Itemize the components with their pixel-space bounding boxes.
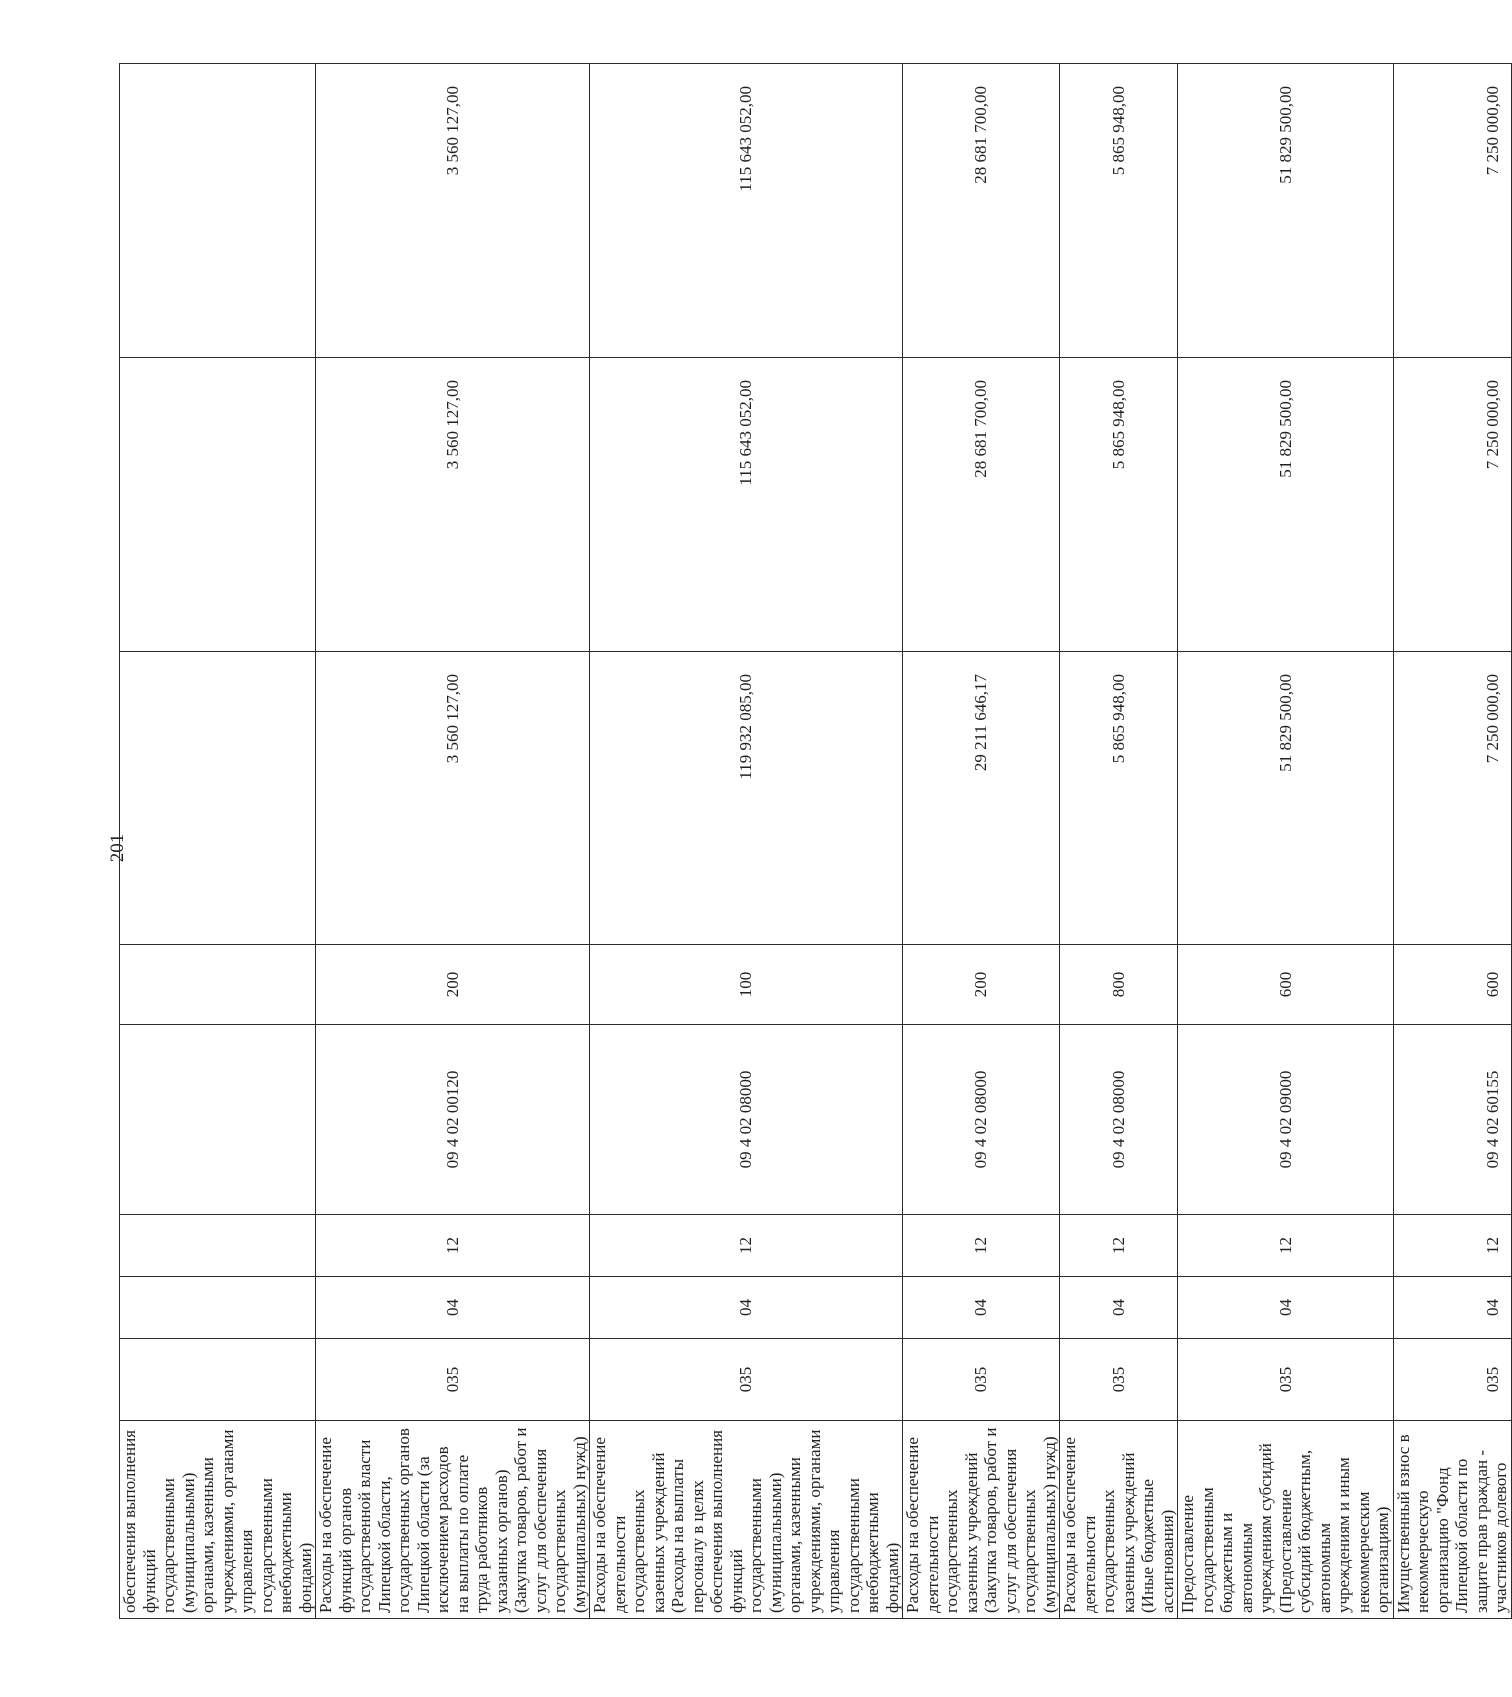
amount-year-3 bbox=[120, 64, 316, 358]
administrator-code: 035 bbox=[590, 1339, 903, 1421]
section-code: 04 bbox=[903, 1277, 1060, 1339]
administrator-code: 035 bbox=[903, 1339, 1060, 1421]
administrator-code bbox=[120, 1339, 316, 1421]
expense-type-code: 100 bbox=[590, 945, 903, 1025]
amount-year-2: 51 829 500,00 bbox=[1178, 358, 1394, 652]
amount-year-3: 115 643 052,00 bbox=[590, 64, 903, 358]
section-code bbox=[120, 1277, 316, 1339]
expense-type-code: 600 bbox=[1393, 945, 1511, 1025]
table-row bbox=[590, 64, 903, 1619]
amount-year-1: 29 211 646,17 bbox=[903, 652, 1060, 945]
section-code: 04 bbox=[316, 1277, 590, 1339]
amount-year-3: 51 829 500,00 bbox=[1178, 64, 1394, 358]
table-row bbox=[903, 64, 1060, 1619]
table-row bbox=[1060, 64, 1178, 1619]
expense-type-code: 800 bbox=[1060, 945, 1178, 1025]
amount-year-2: 5 865 948,00 bbox=[1060, 358, 1178, 652]
subsection-code: 12 bbox=[590, 1215, 903, 1277]
page-number: 201 bbox=[107, 833, 128, 863]
row-description: Расходы на обеспечение деятельности государственных казенных учреждений (Иные бюджетные ассигнования) bbox=[1060, 1421, 1178, 1619]
amount-year-1: 51 829 500,00 bbox=[1178, 652, 1394, 945]
expense-type-code: 200 bbox=[316, 945, 590, 1025]
amount-year-3: 7 250 000,00 bbox=[1393, 64, 1511, 358]
amount-year-3: 28 681 700,00 bbox=[903, 64, 1060, 358]
amount-year-3: 5 865 948,00 bbox=[1060, 64, 1178, 358]
row-description: Расходы на обеспечение функций органов государственной власти Липецкой области, государственных органов Липецкой области (за исключением расходов на выплаты по оплате труда работников указанных органов) (Закупка товаров, работ и услуг для обеспечения государственных (муниципальных) нужд) bbox=[316, 1421, 590, 1619]
subsection-code: 12 bbox=[1178, 1215, 1394, 1277]
subsection-code: 12 bbox=[1060, 1215, 1178, 1277]
subsection-code: 12 bbox=[903, 1215, 1060, 1277]
row-description: Имущественный взнос в некоммерческую организацию "Фонд Липецкой области по защите прав граждан - участников долевого bbox=[1393, 1421, 1511, 1619]
administrator-code: 035 bbox=[1393, 1339, 1511, 1421]
amount-year-1: 5 865 948,00 bbox=[1060, 652, 1178, 945]
section-code: 04 bbox=[1393, 1277, 1511, 1339]
table-row bbox=[1178, 64, 1394, 1619]
amount-year-2: 7 250 000,00 bbox=[1393, 358, 1511, 652]
section-code: 04 bbox=[1178, 1277, 1394, 1339]
target-article-code: 09 4 02 08000 bbox=[903, 1025, 1060, 1215]
amount-year-1: 7 250 000,00 bbox=[1393, 652, 1511, 945]
amount-year-3: 3 560 127,00 bbox=[316, 64, 590, 358]
row-description: Расходы на обеспечение деятельности государственных казенных учреждений (Расходы на выплаты персоналу в целях обеспечения выполнения функций государственными (муниципальными) органами, казенными учреждениями, органами управления государственными внебюджетными фондами) bbox=[590, 1421, 903, 1619]
amount-year-2: 28 681 700,00 bbox=[903, 358, 1060, 652]
amount-year-1 bbox=[120, 652, 316, 945]
section-code: 04 bbox=[1060, 1277, 1178, 1339]
table-row bbox=[1393, 64, 1511, 1619]
administrator-code: 035 bbox=[1178, 1339, 1394, 1421]
target-article-code: 09 4 02 60155 bbox=[1393, 1025, 1511, 1215]
target-article-code: 09 4 02 00120 bbox=[316, 1025, 590, 1215]
row-description: Предоставление государственным бюджетным и автономным учреждениям субсидий (Предоставление субсидий бюджетным, автономным учреждениям и иным некоммерческим организациям) bbox=[1178, 1421, 1394, 1619]
rotated-table-container bbox=[119, 64, 1510, 1619]
row-description: обеспечения выполнения функций государственными (муниципальными) органами, казенными учреждениями, органами управления государственными внебюджетными фондами) bbox=[120, 1421, 316, 1619]
administrator-code: 035 bbox=[316, 1339, 590, 1421]
table-row bbox=[120, 64, 316, 1619]
target-article-code: 09 4 02 08000 bbox=[590, 1025, 903, 1215]
subsection-code: 12 bbox=[316, 1215, 590, 1277]
amount-year-2: 3 560 127,00 bbox=[316, 358, 590, 652]
amount-year-2 bbox=[120, 358, 316, 652]
target-article-code: 09 4 02 09000 bbox=[1178, 1025, 1394, 1215]
section-code: 04 bbox=[590, 1277, 903, 1339]
amount-year-1: 3 560 127,00 bbox=[316, 652, 590, 945]
subsection-code bbox=[120, 1215, 316, 1277]
administrator-code: 035 bbox=[1060, 1339, 1178, 1421]
amount-year-2: 115 643 052,00 bbox=[590, 358, 903, 652]
budget-table bbox=[119, 63, 1512, 1619]
target-article-code bbox=[120, 1025, 316, 1215]
amount-year-1: 119 932 085,00 bbox=[590, 652, 903, 945]
expense-type-code: 600 bbox=[1178, 945, 1394, 1025]
expense-type-code bbox=[120, 945, 316, 1025]
subsection-code: 12 bbox=[1393, 1215, 1511, 1277]
target-article-code: 09 4 02 08000 bbox=[1060, 1025, 1178, 1215]
table-row bbox=[316, 64, 590, 1619]
expense-type-code: 200 bbox=[903, 945, 1060, 1025]
row-description: Расходы на обеспечение деятельности государственных казенных учреждений (Закупка товаров, работ и услуг для обеспечения государственных (муниципальных) нужд) bbox=[903, 1421, 1060, 1619]
